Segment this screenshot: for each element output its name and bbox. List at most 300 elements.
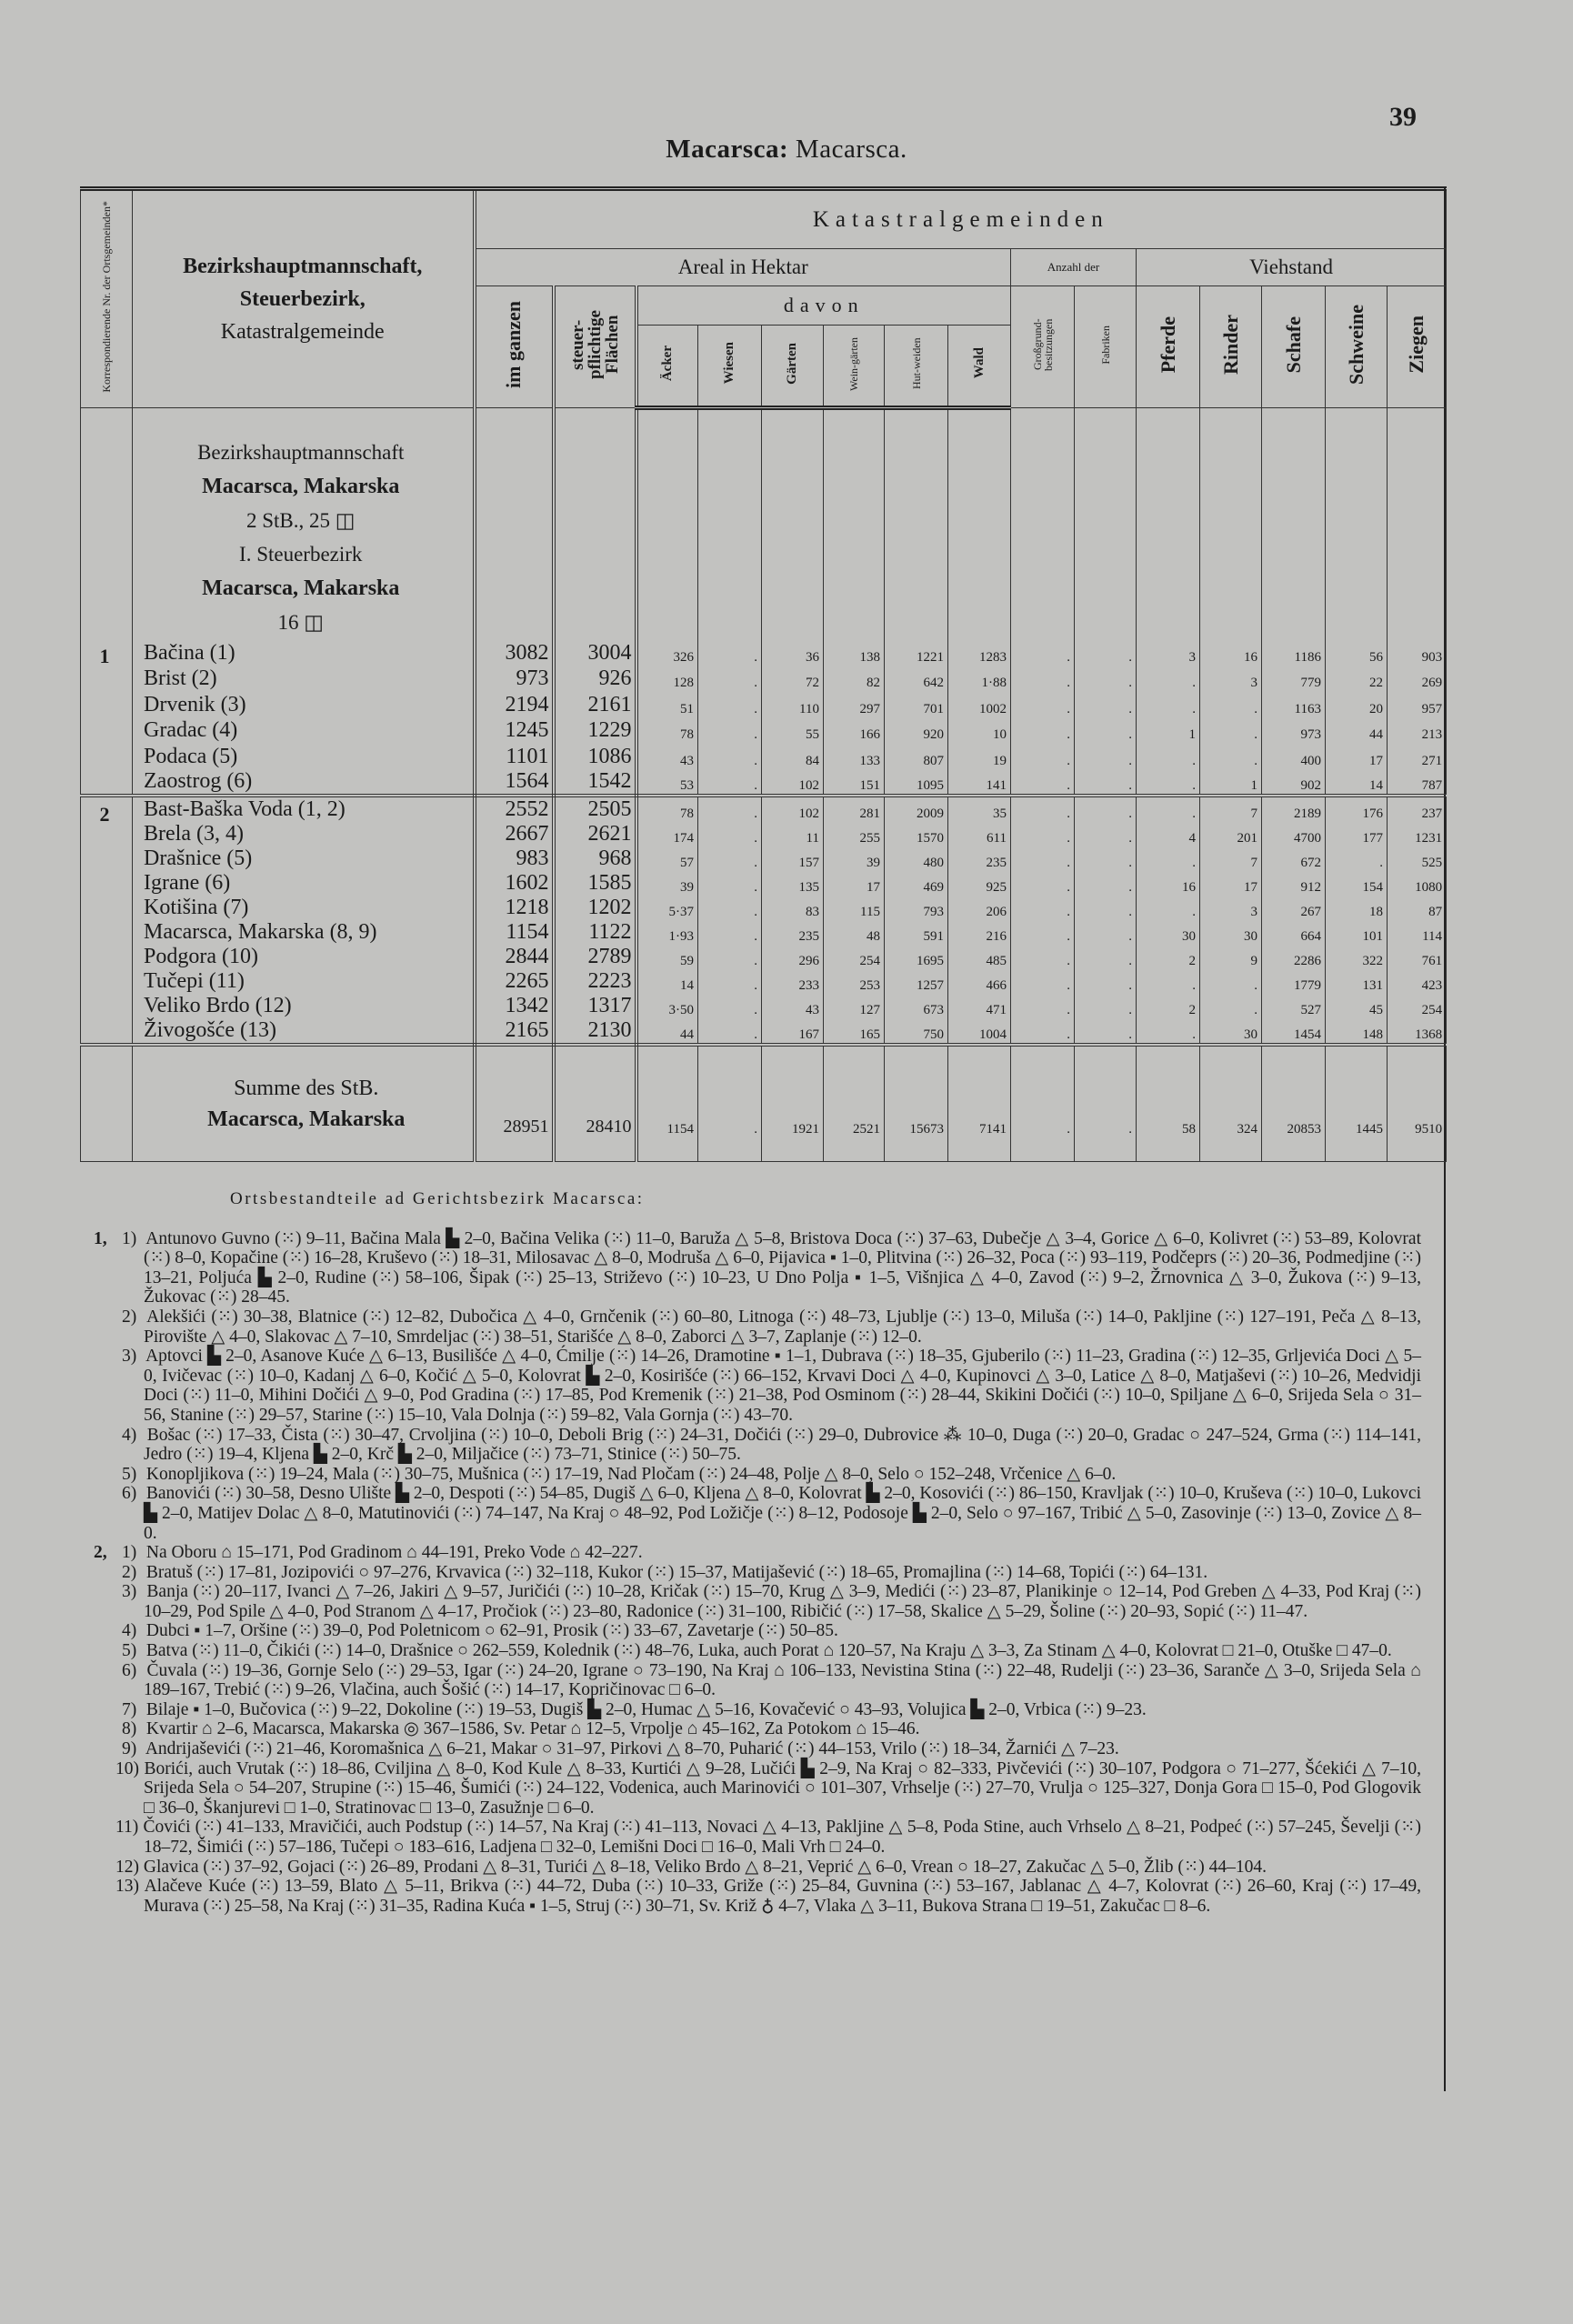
sum-value: . — [698, 1045, 762, 1162]
cell-value: 11 — [762, 822, 824, 846]
cell-value: 114 — [1388, 920, 1447, 945]
footnotes-title: Ortsbestandteile ad Gerichtsbezirk Macarsca: — [230, 1189, 645, 1208]
cell-value: 2 — [1137, 994, 1200, 1018]
cell-value: 2789 — [554, 945, 636, 969]
cell-value: 761 — [1388, 945, 1447, 969]
table-row — [81, 666, 1447, 692]
cell-value: 4700 — [1262, 822, 1326, 846]
footnote-item-label: 2) — [122, 1307, 137, 1327]
header-viehstand: Viehstand — [1137, 249, 1447, 286]
cell-value: 17 — [824, 871, 885, 896]
cell-value: 1602 — [475, 871, 554, 896]
cell-value: . — [698, 846, 762, 871]
cell-value: . — [1011, 871, 1075, 896]
footnote-item-text: Aptovci ▙ 2–0, Asanove Kuće △ 6–13, Busilišće △ 4–0, Ćmilje (⁙) 14–26, Dramotine ▪ 1–1, Dubrava (⁙) 18–35, Gjuberilo (⁙) 11–23, Gradina (⁙) 12–35, Grljevića Doci △ 5–0, Ivičevac (⁙) 10–0, Kadanj △ 6–0, Kočić △ 5–0, Kolovrat ▙ 2–0, Kosirišće (⁙) 66–152, Krvavi Doci △ 4–0, Kupinovci △ 3–0, Latice △ 8–0, Matjaševi (⁙) 10–26, Medvidji Doci (⁙) 11–0, Mihini Dočići △ 9–0, Pod Gradina (⁙) 17–85, Pod Kremenik (⁙) 21–38, Pod Osminom (⁙) 28–44, Skikini Dočići (⁙) 10–0, Spiljane △ 6–0, Srijeda Sela ○ 31–56, Stanine (⁙) 29–57, Starine (⁙) 15–10, Vala Dolnja (⁙) 59–82, Vala Gornja (⁙) 43–70. — [144, 1347, 1421, 1425]
footnote-item-text: Dubci ▪ 1–7, Oršine (⁙) 39–0, Pod Poletnicom ○ 62–91, Prosik (⁙) 33–67, Zavetarje (⁙) 50–85. — [145, 1621, 838, 1641]
cell-value: 2161 — [554, 691, 636, 717]
sum-value: 2521 — [824, 1045, 885, 1162]
cell-value: 5·37 — [636, 896, 698, 920]
header-grossgrund: Großgrund-besitzungen — [1011, 286, 1075, 408]
cell-value: 201 — [1200, 822, 1262, 846]
cell-value: 102 — [762, 769, 824, 796]
cell-value: 174 — [636, 822, 698, 846]
statistics-table — [80, 186, 1447, 1162]
cell-value: 157 — [762, 846, 824, 871]
footnote-item — [115, 1739, 1421, 1759]
cell-value: 48 — [824, 920, 885, 945]
cell-value: 18 — [1326, 896, 1388, 920]
cell-value: . — [1326, 846, 1388, 871]
footnote-item-text: Borići, auch Vrutak (⁙) 18–86, Cviljina △ 8–0, Kod Kule △ 8–33, Kurtići △ 9–28, Lučići ▙ 2–9, Na Kraj ○ 82–333, Pivčevići (⁙) 30–107, Podgora ○ 71–277, Šćekići △ 7–10, Srijeda Sela ○ 54–207, Strupine (⁙) 15–46, Šumići (⁙) 24–122, Vodenica, auch Marinovići ○ 101–307, Vrhselje (⁙) 27–70, Vrulja ○ 125–327, Donja Gora □ 15–0, Pod Glogovik □ 36–0, Škanjurevi □ 1–0, Stratinovac □ 13–0, Zasužnje □ 6–0. — [144, 1758, 1421, 1818]
cell-value: . — [1075, 822, 1137, 846]
preface-line1: Bezirkshauptmannschaft — [197, 441, 405, 464]
sum-value: 28951 — [475, 1045, 554, 1162]
preface-row — [81, 408, 1447, 640]
cell-value: 664 — [1262, 920, 1326, 945]
footnote-item-text: Batva (⁙) 11–0, Čikići (⁙) 14–0, Drašnice ○ 262–559, Kolednik (⁙) 48–76, Luka, auch Porat ⌂ 120–57, Na Kraju △ 3–3, Za Stinam △ 4–0, Kolovrat □ 21–0, Otuške □ 47–0. — [145, 1641, 1392, 1661]
cell-value: . — [1137, 769, 1200, 796]
cell-value: 1695 — [885, 945, 948, 969]
cell-value: 296 — [762, 945, 824, 969]
footnote-item-text: Banja (⁙) 20–117, Ivanci △ 7–26, Jakiri △ 9–57, Juričići (⁙) 10–28, Kričak (⁙) 15–70, Krug △ 3–9, Medići (⁙) 23–87, Planikinje ○ 12–14, Pod Greben △ 4–33, Pod Kraj (⁙) 10–29, Pod Spile △ 4–0, Pod Stranom △ 4–17, Pročiok (⁙) 23–80, Radonice (⁙) 31–100, Ribičić (⁙) 17–58, Skalice △ 5–29, Šoline (⁙) 20–93, Sopić (⁙) 11–47. — [144, 1582, 1421, 1621]
cell-value: 30 — [1137, 920, 1200, 945]
cell-value: 154 — [1326, 871, 1388, 896]
cell-value: 216 — [948, 920, 1011, 945]
cell-value: 480 — [885, 846, 948, 871]
cell-value: 2844 — [475, 945, 554, 969]
header-name-line3: Katastralgemeinde — [220, 320, 385, 344]
cell-value: 1257 — [885, 969, 948, 994]
cell-value: 1317 — [554, 994, 636, 1018]
footnote-item-text: Čuvala (⁙) 19–36, Gornje Selo (⁙) 29–53, Igar (⁙) 24–20, Igrane ○ 73–190, Na Kraj ⌂ 106–133, Nevistina Stina (⁙) 22–48, Rudelji (⁙) 23–36, Saranče △ 3–0, Srijeda Sela ⌂ 189–167, Trebić (⁙) 9–26, Vlačina, auch Šošić (⁙) 14–17, Kopričinovac □ 6–0. — [144, 1660, 1422, 1700]
footnote-item-label: 7) — [122, 1699, 137, 1719]
cell-value: 642 — [885, 666, 948, 692]
cell-value: . — [1137, 796, 1200, 822]
header-areal: Areal in Hektar — [475, 249, 1011, 286]
footnote-item-label: 9) — [122, 1739, 137, 1759]
cell-value: 2667 — [475, 822, 554, 846]
municipality-name: Brist (2) — [133, 666, 475, 692]
cell-value: 3 — [1200, 896, 1262, 920]
cell-value: 177 — [1326, 822, 1388, 846]
sum-label-line2: Macarsca, Makarska — [207, 1107, 406, 1131]
cell-value: 1095 — [885, 769, 948, 796]
cell-value: 44 — [636, 1018, 698, 1045]
cell-value: . — [1011, 896, 1075, 920]
table-row — [81, 717, 1447, 744]
cell-value: 254 — [824, 945, 885, 969]
cell-value: . — [1137, 743, 1200, 769]
cell-value: 672 — [1262, 846, 1326, 871]
cell-value: 151 — [824, 769, 885, 796]
cell-value: . — [1011, 769, 1075, 796]
table-row — [81, 639, 1447, 666]
preface-line4: I. Steuerbezirk — [239, 543, 363, 566]
cell-value: 4 — [1137, 822, 1200, 846]
footnote-item-text: Bratuš (⁙) 17–81, Jozipovići ○ 97–276, Krvavica (⁙) 32–118, Kukor (⁙) 15–37, Matijašević (⁙) 18–65, Promajlina (⁙) 14–68, Topići (⁙) 64–131. — [145, 1562, 1208, 1582]
cell-value: 591 — [885, 920, 948, 945]
footnote-item — [115, 1661, 1421, 1700]
cell-value: 1564 — [475, 769, 554, 796]
sum-value: 324 — [1200, 1045, 1262, 1162]
cell-value: 281 — [824, 796, 885, 822]
cell-value: 2165 — [475, 1018, 554, 1045]
header-name — [133, 189, 475, 408]
cell-value: 326 — [636, 639, 698, 666]
footnote-item-text: Konopljikova (⁙) 19–24, Mala (⁙) 30–75, Mušnica (⁙) 17–19, Nad Pločam (⁙) 24–48, Polje △ 8–0, Selo ○ 152–248, Vrčenice △ 6–0. — [145, 1464, 1117, 1484]
cell-value: 1163 — [1262, 691, 1326, 717]
municipality-name: Brela (3, 4) — [133, 822, 475, 846]
cell-value: 148 — [1326, 1018, 1388, 1045]
cell-value: 779 — [1262, 666, 1326, 692]
cell-value: . — [698, 639, 762, 666]
cell-value: 271 — [1388, 743, 1447, 769]
cell-value: 102 — [762, 796, 824, 822]
cell-value: 87 — [1388, 896, 1447, 920]
sum-value: . — [1011, 1045, 1075, 1162]
cell-value: 1002 — [948, 691, 1011, 717]
cell-value: 56 — [1326, 639, 1388, 666]
footnote-item-label: 4) — [122, 1425, 137, 1445]
cell-value: 1080 — [1388, 871, 1447, 896]
header-davon: davon — [636, 286, 1011, 326]
municipality-name: Veliko Brdo (12) — [133, 994, 475, 1018]
sum-value: 1921 — [762, 1045, 824, 1162]
sum-value: 1154 — [636, 1045, 698, 1162]
cell-value: . — [1075, 639, 1137, 666]
footnote-item-text: Bilaje ▪ 1–0, Bučovica (⁙) 9–22, Dokoline (⁙) 19–53, Dugiš ▙ 2–0, Humac △ 5–16, Kovačević ○ 43–93, Volujica ▙ 2–0, Vrbica (⁙) 9–23. — [145, 1699, 1147, 1719]
cell-value: . — [1011, 743, 1075, 769]
table-row — [81, 945, 1447, 969]
footnote-item-text: Alekšići (⁙) 30–38, Blatnice (⁙) 12–82, Dubočica △ 4–0, Grnčenik (⁙) 60–80, Litnoga (⁙) 48–73, Ljublje (⁙) 13–0, Miluša (⁙) 14–0, Pakljine (⁙) 127–191, Peča △ 8–13, Pirovište △ 4–0, Slakovac △ 7–10, Smrdeljac (⁙) 38–51, Starišće △ 8–0, Zaborci △ 3–7, Zaplanje (⁙) 12–0. — [144, 1307, 1421, 1347]
footnote-item-text: Bošac (⁙) 17–33, Čista (⁙) 30–47, Crvoljina (⁙) 10–0, Deboli Brig (⁙) 24–31, Dočići (⁙) 29–0, Dubrovice ⁂ 10–0, Duga (⁙) 20–0, Gradac ○ 247–524, Grma (⁙) 114–141, Jedro (⁙) 19–4, Kljena ▙ 2–0, Krč ▙ 2–0, Miljačice (⁙) 73–71, Stinice (⁙) 50–75. — [144, 1425, 1422, 1465]
header-aecker: Äcker — [636, 326, 698, 408]
cell-value: 78 — [636, 796, 698, 822]
footnote-item — [115, 1877, 1421, 1916]
cell-value: . — [698, 796, 762, 822]
cell-value: . — [1075, 717, 1137, 744]
cell-value: 2194 — [475, 691, 554, 717]
cell-value: 17 — [1326, 743, 1388, 769]
cell-value: 237 — [1388, 796, 1447, 822]
sum-value: . — [1075, 1045, 1137, 1162]
preface-cell — [133, 408, 475, 640]
cell-value: 485 — [948, 945, 1011, 969]
cell-value: 101 — [1326, 920, 1388, 945]
cell-value: 1 — [1200, 769, 1262, 796]
sum-value: 20853 — [1262, 1045, 1326, 1162]
cell-value: 10 — [948, 717, 1011, 744]
footnote-item — [115, 1426, 1421, 1465]
header-im-ganzen: im ganzen — [475, 286, 554, 408]
cell-value: 1154 — [475, 920, 554, 945]
cell-value: . — [1011, 920, 1075, 945]
cell-value: 165 — [824, 1018, 885, 1045]
footnote-group — [94, 1229, 1421, 1544]
cell-value: 2223 — [554, 969, 636, 994]
cell-value: 9 — [1200, 945, 1262, 969]
cell-value: . — [1137, 846, 1200, 871]
municipality-name: Drvenik (3) — [133, 691, 475, 717]
sum-label-line1: Summe des StB. — [234, 1076, 379, 1100]
cell-value: 1·88 — [948, 666, 1011, 692]
cell-value: 138 — [824, 639, 885, 666]
cell-value: 1086 — [554, 743, 636, 769]
cell-value: 1245 — [475, 717, 554, 744]
cell-value: . — [698, 920, 762, 945]
footnote-item-label: 3) — [122, 1582, 137, 1602]
cell-value: 131 — [1326, 969, 1388, 994]
cell-value: . — [1075, 691, 1137, 717]
cell-value: . — [1075, 920, 1137, 945]
cell-value: . — [1075, 846, 1137, 871]
cell-value: 673 — [885, 994, 948, 1018]
cell-value: . — [1137, 691, 1200, 717]
cell-value: . — [1011, 796, 1075, 822]
preface-line6: 16 ◫ — [277, 611, 324, 634]
cell-value: . — [1075, 769, 1137, 796]
cell-value: 267 — [1262, 896, 1326, 920]
footnote-item — [115, 1818, 1421, 1857]
cell-value: 973 — [475, 666, 554, 692]
municipality-name: Gradac (4) — [133, 717, 475, 744]
table-body — [81, 408, 1447, 1162]
cell-value: . — [1137, 896, 1200, 920]
cell-value: 72 — [762, 666, 824, 692]
cell-value: . — [698, 896, 762, 920]
table-row — [81, 691, 1447, 717]
cell-value: 1779 — [1262, 969, 1326, 994]
footnote-group — [94, 1543, 1421, 1916]
cell-value: 39 — [636, 871, 698, 896]
footnote-item — [115, 1719, 1421, 1739]
footnote-item-text: Antunovo Guvno (⁙) 9–11, Bačina Mala ▙ 2–0, Bačina Velika (⁙) 11–0, Baruža △ 5–8, Bristova Doca (⁙) 37–63, Dubečje △ 3–4, Gorice △ 6–0, Kolivret (⁙) 53–89, Kolovrat (⁙) 8–0, Kopačine (⁙) 16–28, Kruševo (⁙) 18–31, Milosavac △ 8–0, Modruša △ 6–0, Pijavica ▪ 1–0, Plitvina (⁙) 26–32, Poca (⁙) 93–119, Podčeprs (⁙) 20–36, Podmedjine (⁙) 13–21, Poljuća ▙ 2–0, Rudine (⁙) 58–106, Šipak (⁙) 25–13, Striževo (⁙) 10–23, U Dno Polja ▪ 1–5, Višnjica △ 4–0, Zavod (⁙) 9–2, Žrnovnica △ 3–0, Žukova (⁙) 9–13, Žukovac (⁙) 28–45. — [144, 1228, 1421, 1307]
header-anzahl: Anzahl der — [1011, 249, 1137, 286]
footnote-item — [115, 1484, 1421, 1543]
footnote-item-label: 3) — [122, 1347, 137, 1367]
cell-value: 255 — [824, 822, 885, 846]
cell-value: 115 — [824, 896, 885, 920]
header-pferde: Pferde — [1137, 286, 1200, 408]
cell-value: . — [1011, 717, 1075, 744]
footnote-item-label: 6) — [122, 1660, 137, 1680]
cell-value: 787 — [1388, 769, 1447, 796]
municipality-name: Bačina (1) — [133, 639, 475, 666]
cell-value: 253 — [824, 969, 885, 994]
cell-value: . — [1200, 743, 1262, 769]
cell-value: 1 — [1137, 717, 1200, 744]
cell-value: 7 — [1200, 846, 1262, 871]
cell-value: 176 — [1326, 796, 1388, 822]
footnotes — [94, 1189, 1421, 1916]
cell-value: . — [1011, 666, 1075, 692]
footnote-item-text: Andrijaševići (⁙) 21–46, Koromašnica △ 6–21, Makar ○ 31–97, Pirkovi △ 8–70, Puharić (⁙) 44–153, Vrilo (⁙) 18–34, Žarnići △ 7–23. — [145, 1739, 1119, 1759]
footnote-item-text: Alačeve Kuće (⁙) 13–59, Blato △ 5–11, Brikva (⁙) 44–72, Duba (⁙) 10–33, Griže (⁙) 25–84, Guvnina (⁙) 53–167, Jablanac △ 4–7, Kolovrat (⁙) 26–60, Kraj (⁙) 17–49, Murava (⁙) 25–58, Na Kraj (⁙) 31–35, Radina Kuća ▪ 1–5, Struj (⁙) 30–71, Sv. Križ ♁ 4–7, Vlaka △ 3–11, Bukova Strana □ 19–51, Zakučac □ 8–6. — [144, 1877, 1421, 1916]
cell-value: 2505 — [554, 796, 636, 822]
group-number: 2 — [81, 796, 133, 1045]
running-head-regular: Macarsca. — [795, 135, 907, 164]
sum-value: 58 — [1137, 1045, 1200, 1162]
cell-value: 235 — [762, 920, 824, 945]
cell-value: . — [1011, 945, 1075, 969]
cell-value: 920 — [885, 717, 948, 744]
header-name-line2: Steuerbezirk, — [239, 287, 366, 311]
cell-value: 1229 — [554, 717, 636, 744]
cell-value: 39 — [824, 846, 885, 871]
cell-value: 926 — [554, 666, 636, 692]
header-gaerten: Gärten — [762, 326, 824, 408]
municipality-name: Kotišina (7) — [133, 896, 475, 920]
cell-value: 469 — [885, 871, 948, 896]
cell-value: 2130 — [554, 1018, 636, 1045]
cell-value: 166 — [824, 717, 885, 744]
footnote-item — [115, 1347, 1421, 1425]
municipality-name: Zaostrog (6) — [133, 769, 475, 796]
cell-value: . — [1137, 666, 1200, 692]
table-row — [81, 969, 1447, 994]
header-schweine: Schweine — [1326, 286, 1388, 408]
cell-value: 807 — [885, 743, 948, 769]
cell-value: 57 — [636, 846, 698, 871]
cell-value: 83 — [762, 896, 824, 920]
cell-value: 1186 — [1262, 639, 1326, 666]
sum-value: 7141 — [948, 1045, 1011, 1162]
cell-value: . — [1011, 846, 1075, 871]
cell-value: 466 — [948, 969, 1011, 994]
cell-value: . — [1200, 691, 1262, 717]
cell-value: 297 — [824, 691, 885, 717]
cell-value: . — [698, 945, 762, 969]
cell-value: . — [1011, 994, 1075, 1018]
cell-value: 51 — [636, 691, 698, 717]
cell-value: 2 — [1137, 945, 1200, 969]
cell-value: 36 — [762, 639, 824, 666]
footnote-item-text: Na Oboru ⌂ 15–171, Pod Gradinom ⌂ 44–191, Preko Vode ⌂ 42–227. — [145, 1543, 643, 1563]
table-row — [81, 796, 1447, 822]
footnote-item — [115, 1307, 1421, 1347]
running-head — [0, 135, 1573, 165]
cell-value: . — [698, 871, 762, 896]
footnote-item-label: 10) — [115, 1758, 139, 1778]
cell-value: 141 — [948, 769, 1011, 796]
sum-korr — [81, 1045, 133, 1162]
cell-value: 14 — [636, 969, 698, 994]
cell-value: 254 — [1388, 994, 1447, 1018]
footnote-item — [115, 1465, 1421, 1485]
sum-value: 9510 — [1388, 1045, 1447, 1162]
cell-value: . — [698, 1018, 762, 1045]
cell-value: 110 — [762, 691, 824, 717]
cell-value: 43 — [636, 743, 698, 769]
cell-value: . — [1075, 796, 1137, 822]
footnote-item — [115, 1582, 1421, 1621]
cell-value: 1368 — [1388, 1018, 1447, 1045]
header-hutweiden: Hut-weiden — [885, 326, 948, 408]
municipality-name: Živogošće (13) — [133, 1018, 475, 1045]
sum-value: 1445 — [1326, 1045, 1388, 1162]
cell-value: 2286 — [1262, 945, 1326, 969]
footnote-item-label: 13) — [115, 1877, 139, 1897]
footnote-item — [115, 1621, 1421, 1641]
municipality-name: Macarsca, Makarska (8, 9) — [133, 920, 475, 945]
cell-value: . — [1137, 969, 1200, 994]
footnote-item-label: 1) — [122, 1228, 137, 1248]
cell-value: 16 — [1200, 639, 1262, 666]
table-row — [81, 769, 1447, 796]
footnote-item-label: 1) — [122, 1543, 137, 1563]
cell-value: 973 — [1262, 717, 1326, 744]
preface-line2: Macarsca, Makarska — [202, 475, 400, 498]
cell-value: 7 — [1200, 796, 1262, 822]
cell-value: 1221 — [885, 639, 948, 666]
cell-value: 750 — [885, 1018, 948, 1045]
cell-value: 2621 — [554, 822, 636, 846]
sum-label — [133, 1045, 475, 1162]
cell-value: 55 — [762, 717, 824, 744]
cell-value: 20 — [1326, 691, 1388, 717]
cell-value: . — [1075, 994, 1137, 1018]
table-row — [81, 896, 1447, 920]
cell-value: 1·93 — [636, 920, 698, 945]
cell-value: . — [1075, 896, 1137, 920]
cell-value: . — [1011, 969, 1075, 994]
cell-value: 423 — [1388, 969, 1447, 994]
cell-value: 3082 — [475, 639, 554, 666]
header-wiesen: Wiesen — [698, 326, 762, 408]
footnote-item-label: 6) — [122, 1484, 137, 1504]
cell-value: 19 — [948, 743, 1011, 769]
header-schafe: Schafe — [1262, 286, 1326, 408]
cell-value: 1342 — [475, 994, 554, 1018]
cell-value: 1283 — [948, 639, 1011, 666]
municipality-name: Drašnice (5) — [133, 846, 475, 871]
cell-value: . — [1137, 1018, 1200, 1045]
cell-value: 1218 — [475, 896, 554, 920]
cell-value: 133 — [824, 743, 885, 769]
table-row — [81, 743, 1447, 769]
municipality-name: Bast-Baška Voda (1, 2) — [133, 796, 475, 822]
cell-value: . — [1075, 969, 1137, 994]
footnote-item-text: Čovići (⁙) 41–133, Mravičići, auch Podstup (⁙) 14–57, Na Kraj (⁙) 41–113, Novaci △ 4–13, Pakljine △ 5–8, Poda Stine, auch Vrhselo △ 8–21, Podpeć (⁙) 57–245, Ševelji (⁙) 18–72, Šimići (⁙) 57–186, Tučepi ○ 183–616, Ladjena □ 32–0, Lemišni Doci □ 16–0, Mali Vrh □ 24–0. — [143, 1818, 1421, 1857]
cell-value: . — [1011, 1018, 1075, 1045]
cell-value: 1004 — [948, 1018, 1011, 1045]
cell-value: 14 — [1326, 769, 1388, 796]
cell-value: 1542 — [554, 769, 636, 796]
cell-value: . — [1011, 639, 1075, 666]
cell-value: 78 — [636, 717, 698, 744]
municipality-name: Igrane (6) — [133, 871, 475, 896]
cell-value: 3 — [1200, 666, 1262, 692]
header-name-line1: Bezirkshauptmannschaft, — [183, 255, 423, 278]
footnote-item-label: 5) — [122, 1641, 137, 1661]
cell-value: 957 — [1388, 691, 1447, 717]
cell-value: 84 — [762, 743, 824, 769]
cell-value: 213 — [1388, 717, 1447, 744]
cell-value: 925 — [948, 871, 1011, 896]
cell-value: 1122 — [554, 920, 636, 945]
table-row — [81, 920, 1447, 945]
cell-value: . — [1200, 717, 1262, 744]
cell-value: 44 — [1326, 717, 1388, 744]
cell-value: . — [1011, 691, 1075, 717]
cell-value: . — [698, 717, 762, 744]
footnote-item-label: 4) — [122, 1621, 137, 1641]
header-wald: Wald — [948, 326, 1011, 408]
cell-value: 968 — [554, 846, 636, 871]
cell-value: . — [1075, 666, 1137, 692]
cell-value: . — [698, 969, 762, 994]
sum-row — [81, 1045, 1447, 1162]
